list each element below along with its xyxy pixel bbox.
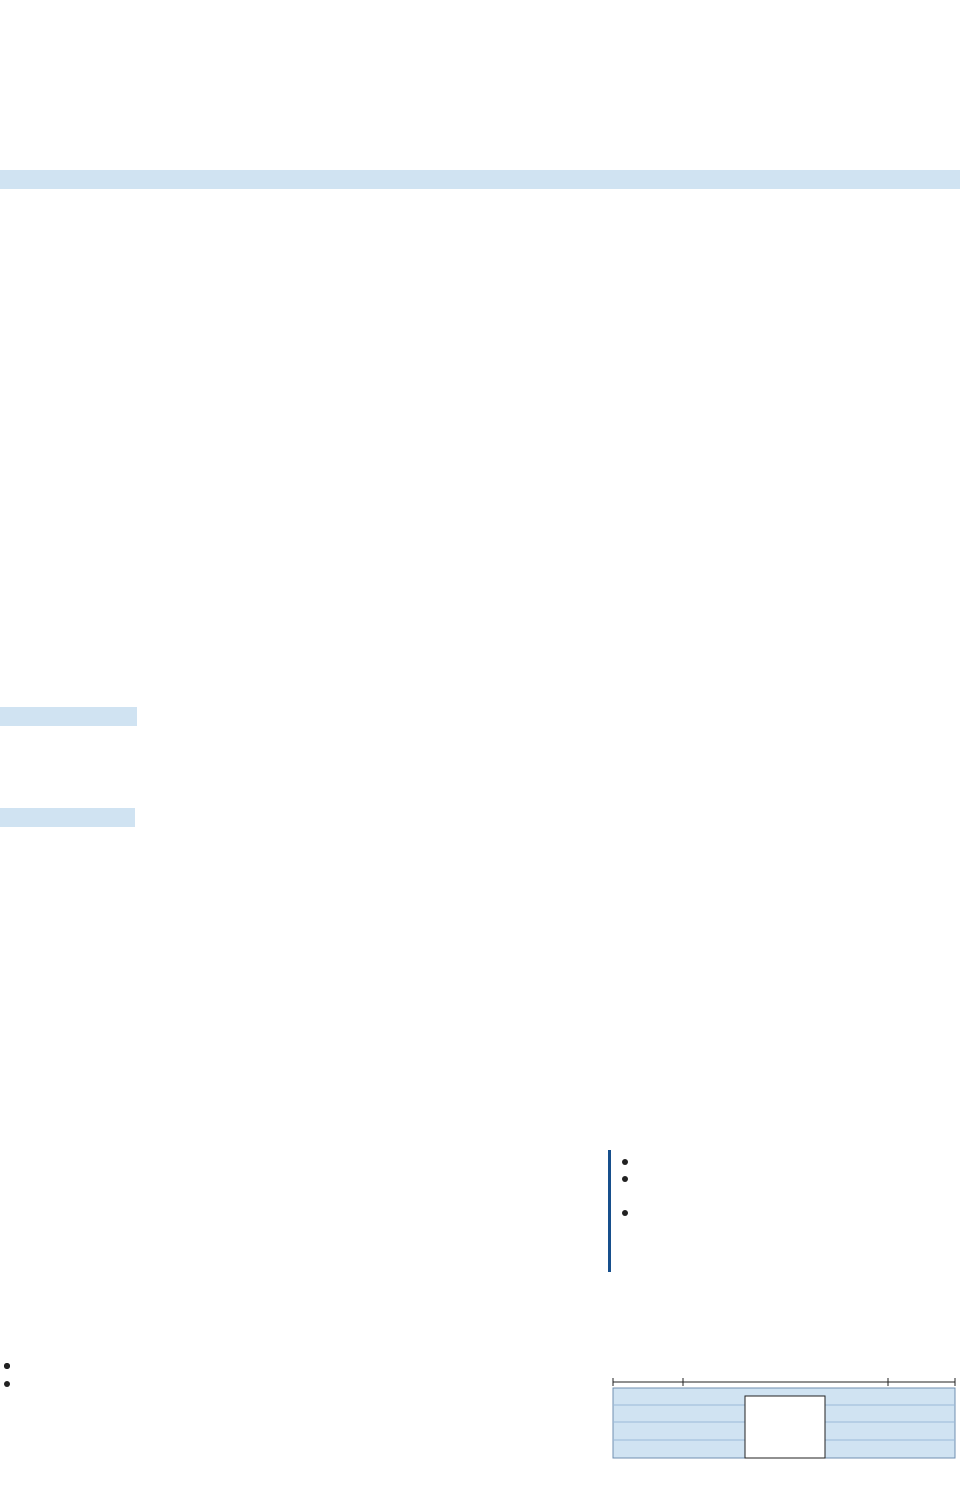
hints-box [608,1150,953,1272]
glazing-list [2,1356,18,1374]
door-drawings-row2 [0,526,960,656]
hint-item [620,1169,953,1203]
glazing-item [2,1356,18,1374]
height-labels-row2 [925,526,960,656]
section-heading-range [0,808,135,827]
hint-item [620,1152,953,1169]
section-heading-doors [0,707,137,726]
footer [0,1468,960,1494]
door-drawings-row1 [0,310,960,482]
dimension-table [0,905,600,1315]
view-band [0,170,960,189]
position-diagram [608,1376,960,1460]
